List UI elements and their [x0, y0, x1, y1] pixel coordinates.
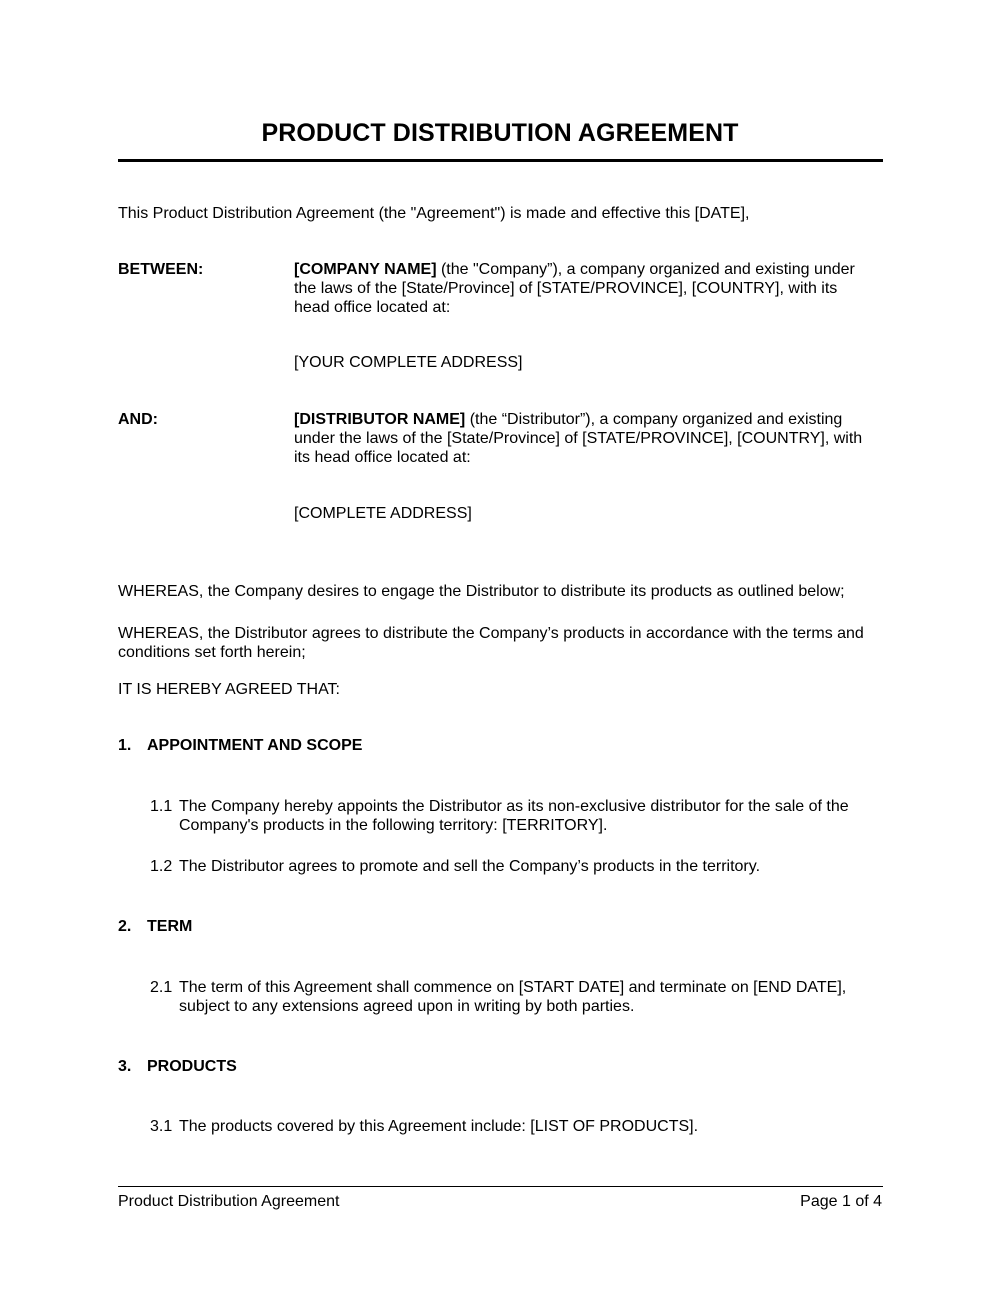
- between-line-3: head office located at:: [294, 299, 451, 316]
- company-address-placeholder: [YOUR COMPLETE ADDRESS]: [294, 354, 523, 371]
- clause-1-1-line-1: The Company hereby appoints the Distributor as its non-exclusive distributor for the sale of the: [179, 798, 849, 815]
- clause-2-1-text: [179, 978, 879, 1016]
- section-1-heading: APPOINTMENT AND SCOPE: [147, 737, 363, 754]
- and-label: AND:: [118, 411, 158, 428]
- clause-3-1-text: The products covered by this Agreement include: [LIST OF PRODUCTS].: [179, 1118, 699, 1135]
- company-name-placeholder: [COMPANY NAME]: [294, 261, 437, 278]
- clause-2-1-line-1: The term of this Agreement shall commence on [START DATE] and terminate on [END DATE],: [179, 979, 847, 996]
- section-3-heading: PRODUCTS: [147, 1058, 237, 1075]
- between-line-2: the laws of the [State/Province] of [STATE/PROVINCE], [COUNTRY], with its: [294, 280, 838, 297]
- and-party-description: [294, 410, 884, 467]
- whereas-2-line-1: WHEREAS, the Distributor agrees to distribute the Company’s products in accordance with the terms and: [118, 625, 864, 642]
- title-divider: [118, 159, 883, 162]
- footer-divider: [118, 1186, 883, 1187]
- distributor-name-placeholder: [DISTRIBUTOR NAME]: [294, 411, 466, 428]
- section-3-number: 3.: [118, 1058, 132, 1075]
- between-line-1: [294, 260, 884, 279]
- and-line-1: [294, 410, 884, 429]
- and-line-2: under the laws of the [State/Province] of [STATE/PROVINCE], [COUNTRY], with: [294, 430, 863, 447]
- distributor-address-placeholder: [COMPLETE ADDRESS]: [294, 505, 472, 522]
- whereas-paragraph-1: WHEREAS, the Company desires to engage the Distributor to distribute its products as outlined below;: [118, 583, 845, 600]
- clause-1-1-text: [179, 797, 879, 835]
- between-line-1-rest: (the "Company”), a company organized and existing under: [436, 261, 855, 278]
- footer-document-name: Product Distribution Agreement: [118, 1193, 340, 1210]
- agreed-statement: IT IS HEREBY AGREED THAT:: [118, 681, 340, 698]
- clause-1-2-text: The Distributor agrees to promote and sell the Company’s products in the territory.: [179, 858, 761, 875]
- footer-page-number: Page 1 of 4: [800, 1193, 882, 1210]
- between-label: BETWEEN:: [118, 261, 204, 278]
- section-2-heading: TERM: [147, 918, 193, 935]
- clause-1-2-number: 1.2: [150, 858, 173, 875]
- clause-2-1-line-2: subject to any extensions agreed upon in writing by both parties.: [179, 998, 635, 1015]
- and-line-3: its head office located at:: [294, 449, 471, 466]
- document-title: PRODUCT DISTRIBUTION AGREEMENT: [261, 119, 739, 147]
- clause-1-1-line-2: Company's products in the following territory: [TERRITORY].: [179, 817, 608, 834]
- and-line-1-rest: (the “Distributor”), a company organized and existing: [465, 411, 843, 428]
- clause-1-1-number: 1.1: [150, 798, 173, 815]
- intro-paragraph: This Product Distribution Agreement (the "Agreement") is made and effective this [DATE],: [118, 205, 750, 222]
- section-1-number: 1.: [118, 737, 132, 754]
- between-party-description: [294, 260, 884, 317]
- clause-2-1-number: 2.1: [150, 979, 173, 996]
- clause-3-1-number: 3.1: [150, 1118, 173, 1135]
- section-2-number: 2.: [118, 918, 132, 935]
- whereas-paragraph-2: [118, 624, 888, 662]
- whereas-2-line-2: conditions set forth herein;: [118, 644, 306, 661]
